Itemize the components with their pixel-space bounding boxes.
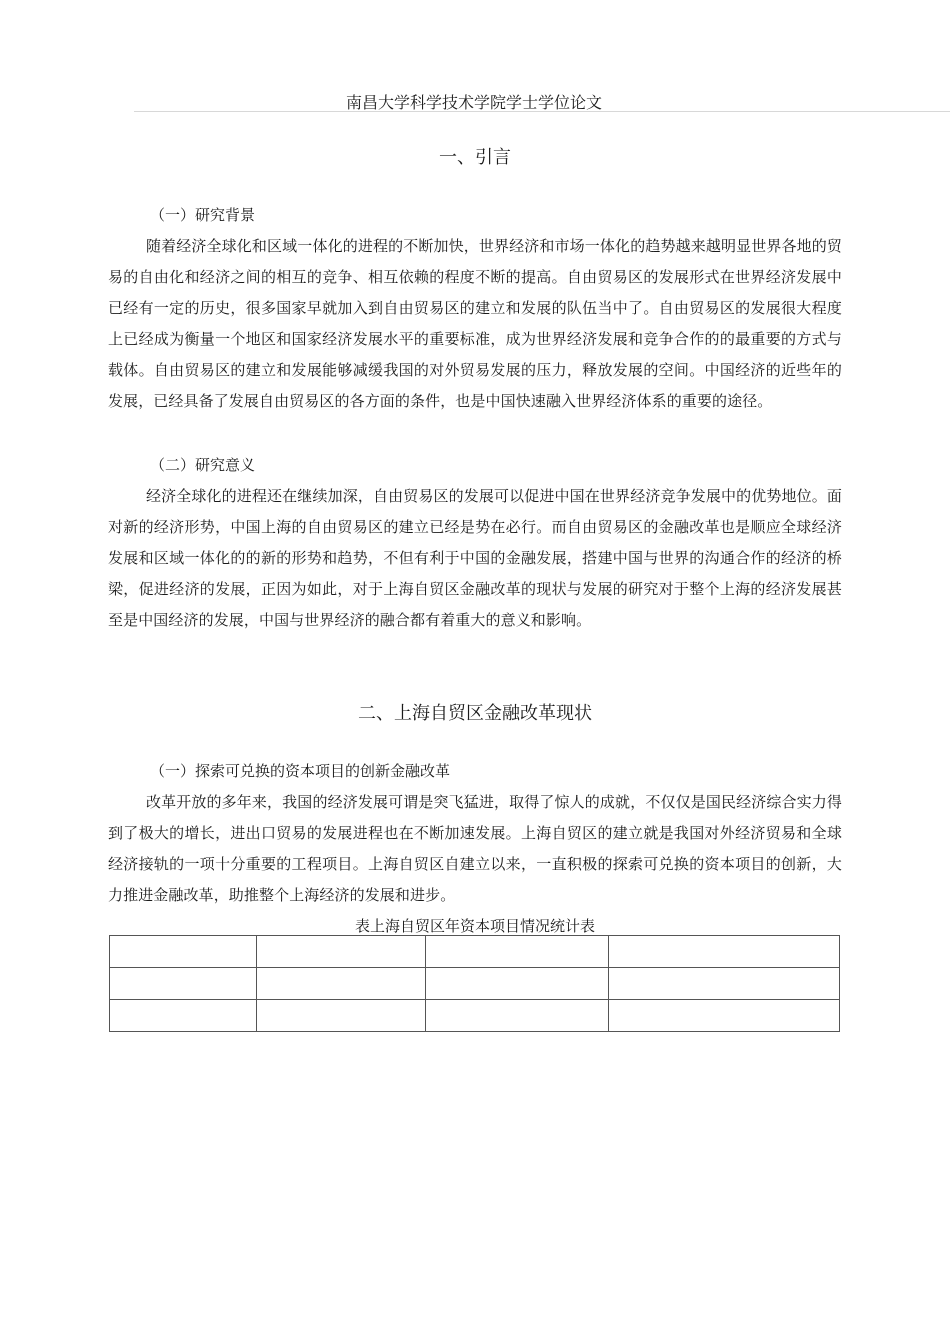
subsection-title-capital-account: （一）探索可兑换的资本项目的创新金融改革 [150,762,451,780]
table-cell [110,1000,257,1032]
table-cell [426,1000,609,1032]
table-cell [110,936,257,968]
paragraph-significance: 经济全球化的进程还在继续加深，自由贸易区的发展可以促进中国在世界经济竞争发展中的优势地位。面对新的经济形势，中国上海的自由贸易区的建立已经是势在必行。而自由贸易区的金融改革也是顺应全球经济发展和区域一体化的的新的形势和趋势，不但有利于中国的金融发展，搭建中国与世界的沟通合作的经济的桥梁，促进经济的发展，正因为如此，对于上海自贸区金融改革的现状与发展的研究对于整个上海的经济发展甚至是中国经济的发展，中国与世界经济的融合都有着重大的意义和影响。 [108,487,842,629]
section-title-current-status: 二、上海自贸区金融改革现状 [358,703,592,724]
table-cell [609,1000,840,1032]
table-cell [609,936,840,968]
table-row [110,968,840,1000]
paragraph-capital-account: 改革开放的多年来，我国的经济发展可谓是突飞猛进，取得了惊人的成就，不仅仅是国民经济综合实力得到了极大的增长，进出口贸易的发展进程也在不断加速发展。上海自贸区的建立就是我国对外经济贸易和全球经济接轨的一项十分重要的工程项目。上海自贸区自建立以来，一直积极的探索可兑换的资本项目的创新，大力推进金融改革，助推整个上海经济的发展和进步。 [108,793,842,904]
table-cell [426,936,609,968]
subsection-title-significance: （二）研究意义 [150,456,256,474]
table-cell [257,968,426,1000]
table-cell [257,1000,426,1032]
table-caption: 表上海自贸区年资本项目情况统计表 [354,917,595,935]
section-title-introduction: 一、引言 [439,147,511,168]
table-cell [609,968,840,1000]
table-row [110,1000,840,1032]
table-cell [426,968,609,1000]
capital-account-statistics-table [109,935,840,1032]
table-cell [110,968,257,1000]
table-cell [257,936,426,968]
paragraph-background: 随着经济全球化和区域一体化的进程的不断加快，世界经济和市场一体化的趋势越来越明显世界各地的贸易的自由化和经济之间的相互的竞争、相互依赖的程度不断的提高。自由贸易区的发展形式在世界经济发展中已经有一定的历史，很多国家早就加入到自由贸易区的建立和发展的队伍当中了。自由贸易区的发展很大程度上已经成为衡量一个地区和国家经济发展水平的重要标准，成为世界经济发展和竞争合作的的最重要的方式与载体。自由贸易区的建立和发展能够减缓我国的对外贸易发展的压力，释放发展的空间。中国经济的近些年的发展，已经具备了发展自由贸易区的各方面的条件，也是中国快速融入世界经济体系的重要的途径。 [108,237,842,410]
subsection-title-background: （一）研究背景 [150,206,256,224]
running-header: 南昌大学科学技术学院学士学位论文 [346,93,603,112]
table-row [110,936,840,968]
